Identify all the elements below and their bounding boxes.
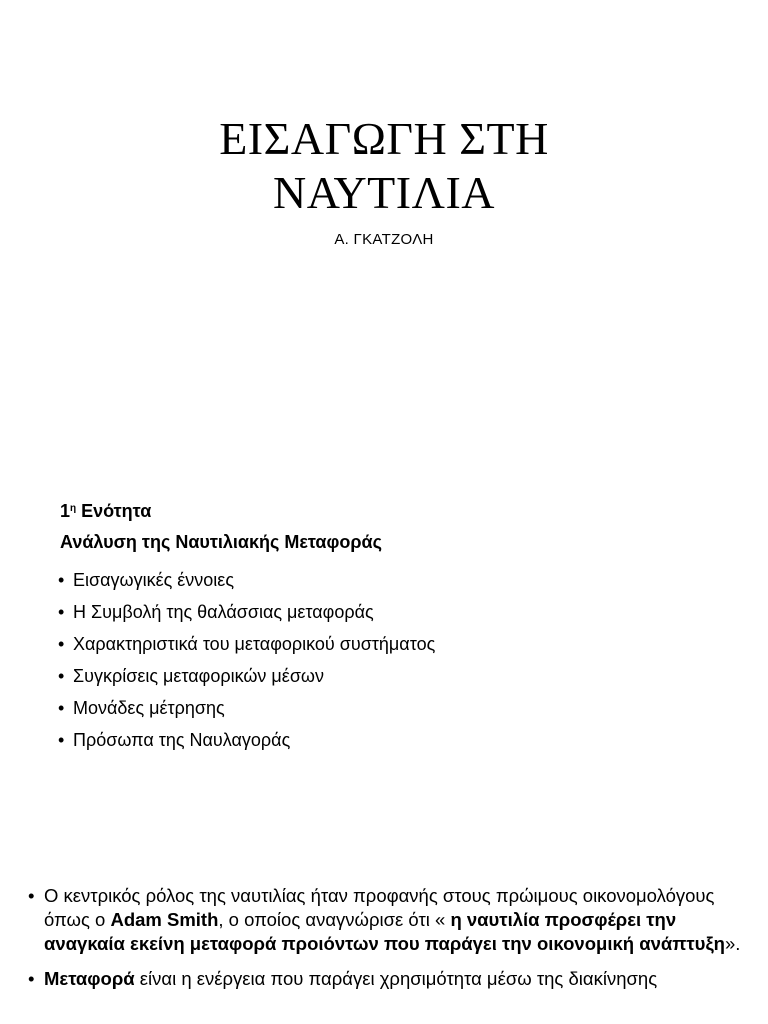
topic-item xyxy=(58,628,435,660)
unit-label: Ενότητα xyxy=(81,501,152,521)
paragraph-2 xyxy=(28,967,758,991)
adam-smith-name: Adam Smith xyxy=(110,909,219,930)
para1-text-a: Ο κεντρικός ρόλος της ναυτιλίας ήταν προφανής στους πρώιμους οικονομολόγους όπως ο xyxy=(44,885,715,930)
topic-item xyxy=(58,660,435,692)
unit-superscript: η xyxy=(70,503,77,514)
topic-label: Χαρακτηριστικά του μεταφορικού συστήματος xyxy=(73,634,436,654)
topic-label: Εισαγωγικές έννοιες xyxy=(73,570,235,590)
para1-text-b: , ο οποίος αναγνώρισε ότι « xyxy=(218,909,451,930)
transport-term: Μεταφορά xyxy=(44,968,135,989)
quote-text: η ναυτιλία προσφέρει την αναγκαία εκείνη μεταφορά προιόντων που παράγει την οικονομική ανάπτυξη xyxy=(44,909,725,954)
unit-number: 1 xyxy=(60,501,71,521)
bullet-icon: • xyxy=(28,968,35,989)
topic-item xyxy=(58,596,435,628)
para2-text: είναι η ενέργεια που παράγει χρησιμότητα μέσω της διακίνησης xyxy=(134,968,658,989)
unit-heading xyxy=(60,498,151,522)
bullet-icon: • xyxy=(28,885,35,906)
topic-label: Η Συμβολή της θαλάσσιας μεταφοράς xyxy=(73,602,374,622)
bullet-icon: • xyxy=(58,602,65,622)
bullet-icon: • xyxy=(58,698,65,718)
topic-label: Πρόσωπα της Ναυλαγοράς xyxy=(73,730,291,750)
unit-slide xyxy=(0,495,768,765)
bullet-icon: • xyxy=(58,730,65,750)
topic-item xyxy=(58,724,435,756)
paragraph-1 xyxy=(28,884,758,956)
bullet-icon: • xyxy=(58,570,65,590)
title-line-2: ΝΑΥΤΙΛΙΑ xyxy=(273,167,495,218)
bullet-icon: • xyxy=(58,666,65,686)
title-slide xyxy=(0,0,768,300)
topic-item xyxy=(58,564,435,596)
topic-list xyxy=(58,564,435,756)
topic-label: Μονάδες μέτρησης xyxy=(73,698,225,718)
presentation-title xyxy=(0,112,768,220)
para1-text-c: ». xyxy=(724,933,741,954)
author-name: Α. ΓΚΑΤΖΟΛΗ xyxy=(334,231,434,248)
topic-item xyxy=(58,692,435,724)
paragraph-list xyxy=(28,884,758,1002)
bullet-icon: • xyxy=(58,634,65,654)
unit-title: Ανάλυση της Ναυτιλιακής Μεταφοράς xyxy=(60,532,382,552)
text-slide xyxy=(0,884,768,1024)
topic-label: Συγκρίσεις μεταφορικών μέσων xyxy=(73,666,324,686)
title-line-1: ΕΙΣΑΓΩΓΗ ΣΤΗ xyxy=(219,113,549,164)
